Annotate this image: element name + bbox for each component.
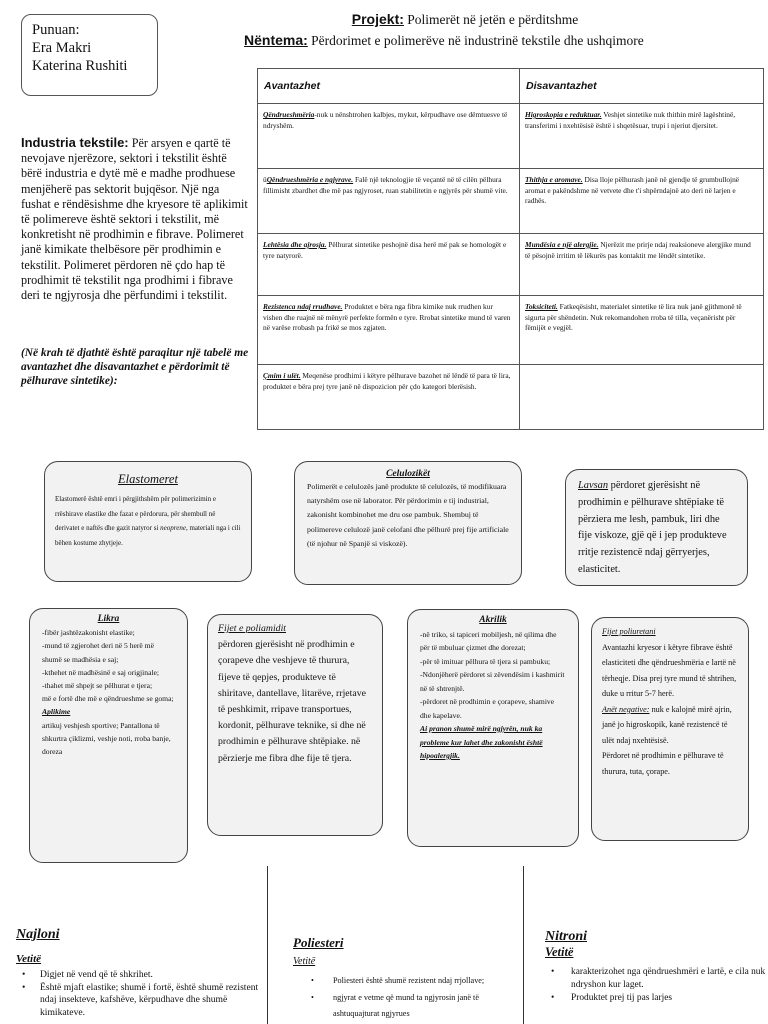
- property-list: [545, 966, 767, 1006]
- card-subtitle: Aplikime: [42, 707, 71, 717]
- table-cell-disadvantage: [520, 296, 764, 365]
- authors-label: Punuan:: [32, 22, 80, 38]
- section-nitroni: [545, 929, 767, 1006]
- table-header-advantages: Avantazhet: [258, 69, 520, 104]
- list-item: • Është mjaft elastike; shumë i fortë, është shumë rezistent ndaj insekteve, kafshëve, kërpudhave dhe shumë kimikateve.: [16, 982, 261, 1020]
- intro-paragraph: [21, 135, 249, 303]
- card-title: Elastomeret: [118, 472, 178, 486]
- card-poliuretani: [591, 617, 749, 841]
- card-note: Ai pranon shumë mirë ngjyrën, nuk ka probleme kur lahet dhe zakonisht është hipoalergjik.: [420, 724, 543, 760]
- column-divider: [267, 866, 268, 1024]
- cell-text: Pëlhurat sintetike peshojnë disa herë më pak se homologët e tyre natyrorë.: [263, 240, 507, 260]
- card-celulozike: [294, 461, 522, 585]
- table-row: [258, 296, 764, 365]
- card-title: Akrilik: [479, 615, 507, 625]
- card-elastomeret: [44, 461, 252, 582]
- table-cell-advantage: [258, 234, 520, 296]
- cell-title: Qëndrueshmëria: [263, 110, 315, 119]
- card-poliamid: [207, 614, 383, 836]
- card-text: përdoren gjerësisht në prodhimin e çorapeve dhe veshjeve të thurura, fijeve të qepjes, produkteve të shiritave, dantellave, litarëve, rrjetave të peshkimit, rripave transportues, kordonit, pëlhurave teknike, si dhe në prodhimin e pëlhurave shtëpiake. në përzierje me fibra dhe fije të tjera.: [218, 639, 366, 764]
- section-subtitle: Vetitë: [16, 953, 42, 965]
- card-line: -thahet më shpejt se pëlhurat e tjera;: [42, 681, 153, 691]
- table-row: [258, 234, 764, 296]
- table-header-row: [258, 69, 764, 104]
- cell-title: Mundësia e një alergjie.: [525, 240, 599, 249]
- list-item: • Digjet në vend që të shkrihet.: [16, 969, 261, 982]
- card-text: Polimerët e celulozës janë produkte të celulozës, të modifikuara natyrshëm ose në laborator. Për përdorimin e tij industrial, zakonisht kombinohet me dru ose pambuk. Shembuj të polimereve celulozë janë celofani dhe pëlhurë prej fije artificiale (të njohur në Spanjë si viskozë).: [307, 482, 509, 548]
- list-item: • Produktet prej tij pas larjes: [545, 992, 767, 1005]
- card-subtitle: Anët negative:: [602, 704, 650, 714]
- intro-lead: Industria tekstile:: [21, 135, 129, 150]
- intro-note: (Në krah të djathtë është paraqitur një tabelë me avantazhet dhe disavantazhet e përdorimit të pëlhurave sintetike):: [21, 347, 249, 387]
- card-negative: [602, 702, 738, 749]
- cell-title: Lehtësia dhe ajrosja.: [263, 240, 327, 249]
- cell-text: Meqenëse prodhimi i këtyre pëlhurave bazohet në lëndë të para të lira, produktet e bëra prej tyre janë në dispozicion për çdo kategori blerësish.: [263, 371, 511, 391]
- card-negative-text: nuk e kalojnë mirë ajrin, janë jo higroskopik, kanë rezistencë të ulët ndaj nxehtësisë.: [602, 704, 732, 745]
- theme-line: [244, 32, 714, 49]
- table-cell-advantage: [258, 104, 520, 169]
- card-line: artikuj veshjesh sportive; Pantallona të shkurtra çiklizmi, veshje noti, rroba banje, doreza: [42, 720, 171, 757]
- table-cell-disadvantage: [520, 234, 764, 296]
- cell-text: -nuk u nënshtrohen kalbjes, mykut, kërpudhave ose dëmtuesve të ndryshëm.: [263, 110, 508, 130]
- card-line: -në triko, si tapiceri mobiljesh, në qilima dhe për të mbuluar çizmet dhe dorezat;: [420, 629, 557, 652]
- card-text-emphasis: neoprene: [160, 524, 186, 532]
- list-item: • karakterizohet nga qëndrueshmëri e lartë, e cila nuk ndryshon kur laget.: [545, 966, 767, 992]
- table-cell-advantage: [258, 365, 520, 430]
- card-title: Fijet e poliamidit: [218, 623, 287, 634]
- table-row: [258, 169, 764, 234]
- card-line: -Ndonjëherë përdoret si zëvendësim i kashmirit në të shtrenjtë.: [420, 670, 565, 693]
- card-text: Avantazhi kryesor i këtyre fibrave është elasticiteti dhe qëndrueshmëria e lartë në tërheqje. Disa prej tyre mund të shtrihen, duke u rritur 5-7 herë.: [602, 642, 737, 698]
- cell-text: Falë një teknologjie të veçantë në të cilën pëlhura fillimisht zbardhet dhe më pas ngjyroset, ruan stabilitetin e ngjyrës për shumë vite.: [263, 175, 508, 195]
- theme-title: Përdorimet e polimerëve në industrinë tekstile dhe ushqimore: [307, 33, 644, 48]
- cell-title: Thithja e aromave.: [525, 175, 583, 184]
- project-line: [250, 11, 680, 28]
- table-header-disadvantages: Disavantazhet: [520, 69, 764, 104]
- card-line: më e fortë dhe më e qëndrueshme se goma;: [42, 694, 174, 704]
- card-line: -për të imituar pëlhura të tjera si pambuku;: [420, 656, 551, 666]
- table-cell-disadvantage: [520, 365, 764, 430]
- cell-text: Fatkeqësisht, materialet sintetike të lira nuk janë gjithmonë të sigurta për shëndetin. Nuk rekomandohen rroba të tilla, veçanërisht për fëmijët e vegjël.: [525, 302, 742, 332]
- cell-text: Disa lloje pëlhurash janë në gjendje të grumbullojnë aromat e pakëndshme në vetvete dhe t'i shpërndajnë ato deri në larjen e radhës.: [525, 175, 740, 205]
- card-title: Fijet poliuretani: [602, 627, 656, 636]
- card-line: -kthehet në madhësinë e saj origjinale;: [42, 667, 160, 677]
- table-cell-advantage: [258, 169, 520, 234]
- section-poliesteri: [293, 935, 503, 1023]
- card-text: [578, 478, 735, 579]
- card-title: Likra: [97, 614, 120, 624]
- theme-label: Nëntema:: [244, 32, 308, 48]
- intro-text: Për arsyen e qartë të nevojave njerëzore, sektori i tekstilit është bërë industria e dytë më e madhe prodhuese menjëherë pas sektorit bujqësor. Një nga fushat e rëndësishme dhe kryesore të aplikimit të polimereve është sektori i tekstilit, më konkretisht në prodhimin e fibrave. Polimeret janë kimikate thelbësore për prodhimin e tekstilit. Polimeret përdoren në çdo hap të prodhimit të tekstilit nga prodhimi i fibrave deri te ngjyrosja dhe përfundimi i tekstilit.: [21, 136, 248, 303]
- card-line: -mund të zgjerohet deri në 5 herë më shumë se madhësia e saj;: [42, 641, 154, 664]
- card-title: Celulozikët: [386, 469, 430, 479]
- card-text-b: , materiali nga i cili bëhen kostume zhytjeje.: [55, 524, 241, 547]
- section-najloni: [16, 927, 261, 1019]
- cell-title: Rezistenca ndaj rrudhave.: [263, 302, 343, 311]
- card-lavsan: [565, 469, 748, 586]
- section-title: Najloni: [16, 927, 60, 942]
- column-divider: [523, 866, 524, 1024]
- comparison-table: [257, 68, 764, 430]
- cell-prefix: ü: [263, 175, 267, 184]
- card-line: -përdoret në prodhimin e çorapeve, shamive dhe kapelave.: [420, 697, 555, 720]
- card-body: përdoret gjerësisht në prodhimin e pëlhurave shtëpiake të përziera me lesh, pambuk, liri dhe fije viskoze, gjë që i jep produkteve rritje rezistencë ndaj gërryerjes, elasticitet.: [578, 480, 727, 575]
- card-title: Lavsan: [578, 480, 609, 491]
- card-line: -fibër jashtëzakonisht elastike;: [42, 628, 135, 638]
- project-label: Projekt:: [351, 11, 404, 27]
- section-title: Nitroni: [545, 929, 588, 944]
- property-list: [293, 973, 503, 1023]
- authors-box: [21, 14, 158, 96]
- cell-text: Njerëzit me prirje ndaj reaksioneve alergjike mund të pësojnë irritim të lëkurës pas kontaktit me lëndët sintetike.: [525, 240, 751, 260]
- section-title: Poliesteri: [293, 935, 344, 950]
- cell-title: Çmim i ulët.: [263, 371, 301, 380]
- cell-title: Qëndrueshmëria e ngjyrave.: [266, 175, 354, 184]
- section-subtitle: Vetitë: [545, 945, 574, 959]
- cell-title: Toksiciteti.: [525, 302, 558, 311]
- card-text-a: Elastomerë është emri i përgjithshëm për polimerizimin e rrëshirave elastike dhe fazat e përdorura, për shembull në derivatet e naftës dhe gazit natyror si: [55, 495, 217, 532]
- author-name: Era Makri: [32, 40, 92, 56]
- cell-title: Higroskopia e reduktuar.: [525, 110, 602, 119]
- list-item: • Poliesteri është shumë rezistent ndaj rrjollave;: [293, 973, 503, 990]
- table-cell-disadvantage: [520, 169, 764, 234]
- card-use: Përdoret në prodhimin e pëlhurave të thurura, tuta, çorape.: [602, 751, 724, 776]
- card-text: [55, 492, 241, 550]
- property-list: [16, 969, 261, 1019]
- card-likra: [29, 608, 188, 863]
- cell-text: Produktet e bëra nga fibra kimike nuk rrudhen kur vishen dhe ruajnë në mënyrë perfekte formën e tyre. Rrobat sintetike mund të varen në varëse rrobash pa frikë se mos zgjaten.: [263, 302, 511, 332]
- section-subtitle: Vetitë: [293, 956, 316, 967]
- table-cell-advantage: [258, 296, 520, 365]
- table-row: [258, 365, 764, 430]
- card-akrilik: [407, 609, 579, 847]
- table-row: [258, 104, 764, 169]
- list-item: • ngjyrat e vetme që mund ta ngjyrosin janë të ashtuquajturat ngjyrues: [293, 990, 503, 1023]
- cell-text: Veshjet sintetike nuk thithin mirë lagështinë, transferimi i nxehtësisë është i shqetësuar, trupi i njeriut djersitet.: [525, 110, 736, 130]
- author-name: Katerina Rushiti: [32, 58, 128, 74]
- project-title: Polimerët në jetën e përditshme: [403, 12, 579, 27]
- table-cell-disadvantage: [520, 104, 764, 169]
